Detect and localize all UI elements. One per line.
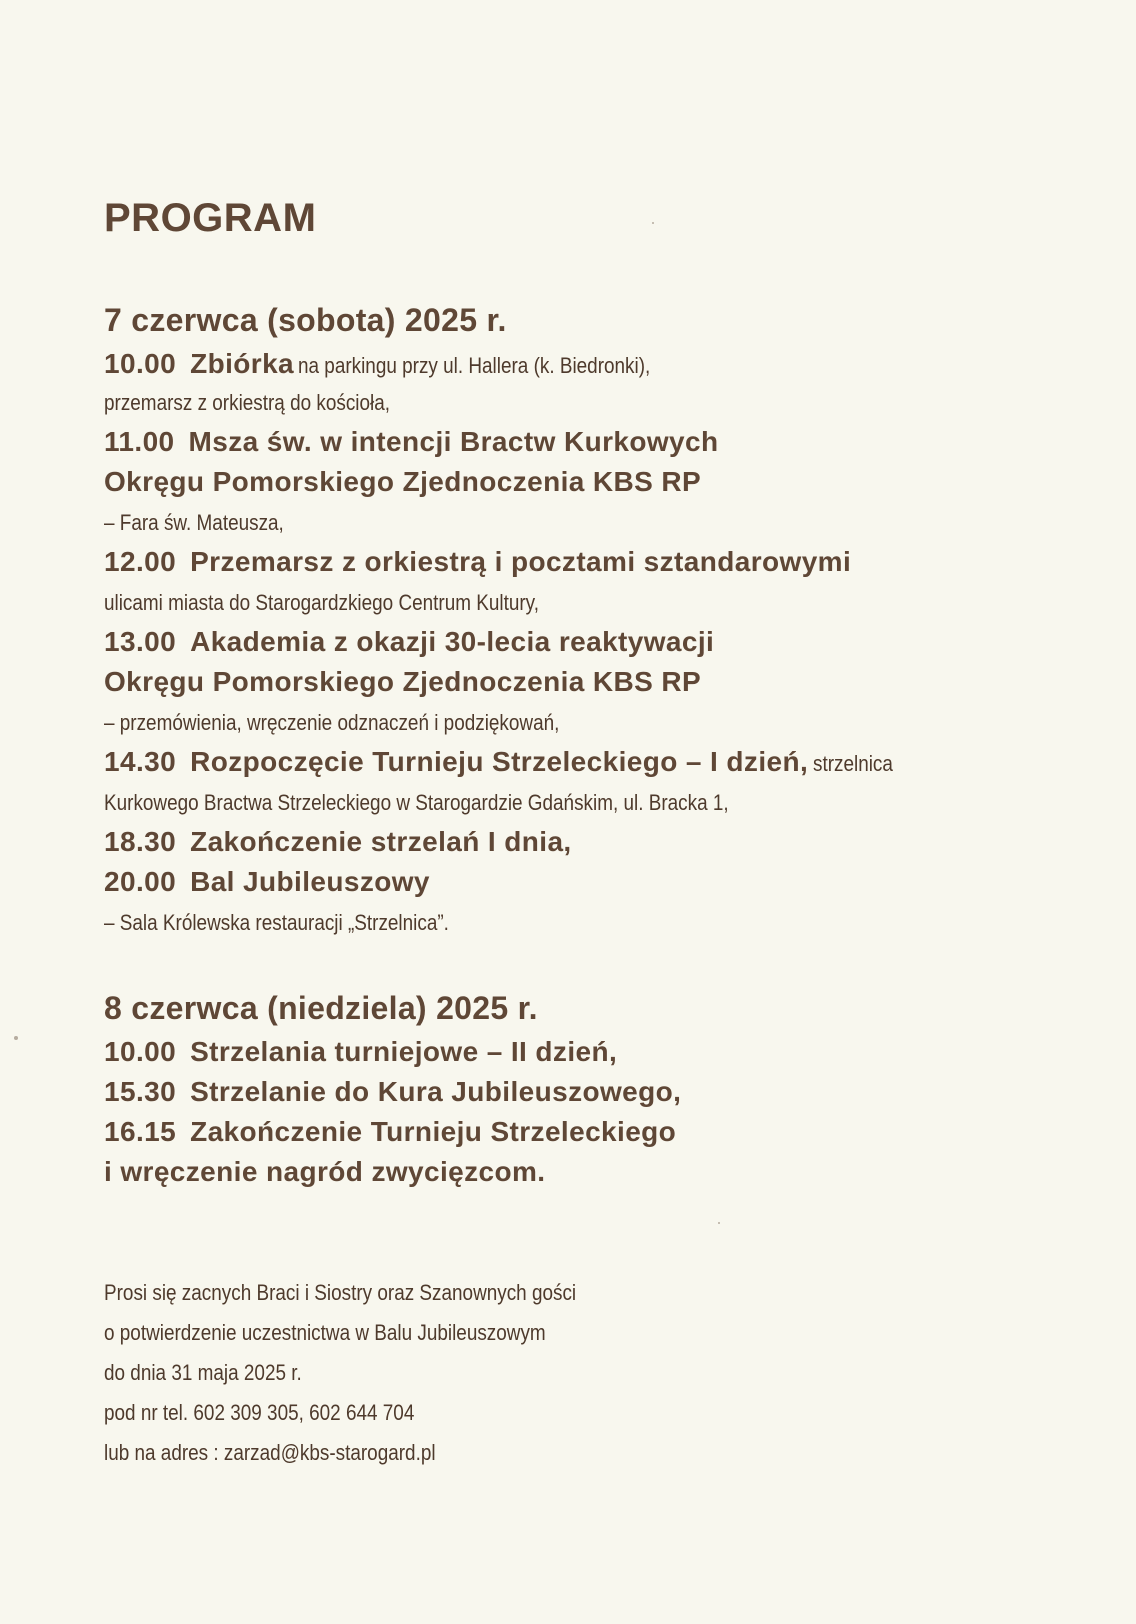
rsvp-email: lub na adres : zarzad@kbs-starogard.pl bbox=[104, 1440, 436, 1465]
day2-item-3 bbox=[104, 1116, 676, 1148]
item-time: 10.00 bbox=[104, 348, 177, 379]
item-title: Strzelania turniejowe – II dzień, bbox=[190, 1036, 618, 1067]
day1-item-1 bbox=[104, 348, 708, 380]
item-title: Rozpoczęcie Turnieju Strzeleckiego – I dzień, bbox=[190, 746, 809, 777]
day2-item-1 bbox=[104, 1036, 617, 1068]
item-time: 20.00 bbox=[104, 866, 177, 897]
day1-item-2 bbox=[104, 426, 718, 458]
page-title: PROGRAM bbox=[104, 196, 317, 240]
item-title: Akademia z okazji 30-lecia reaktywacji bbox=[190, 626, 715, 657]
day1-item-3-detail bbox=[104, 590, 610, 616]
day2-item-3-cont bbox=[104, 1156, 545, 1188]
day1-item-4-cont bbox=[104, 666, 701, 698]
item-title: Bal Jubileuszowy bbox=[190, 866, 430, 897]
item-detail: – Fara św. Mateusza, bbox=[104, 510, 284, 535]
day1-item-4 bbox=[104, 626, 714, 658]
item-time: 18.30 bbox=[104, 826, 177, 857]
item-time: 11.00 bbox=[104, 426, 175, 457]
day1-item-5 bbox=[104, 746, 906, 778]
day2-item-2 bbox=[104, 1076, 681, 1108]
day1-item-5-detail bbox=[104, 790, 830, 816]
item-detail: na parkingu przy ul. Hallera (k. Biedronki), bbox=[298, 353, 651, 378]
item-title: Strzelanie do Kura Jubileuszowego, bbox=[190, 1076, 682, 1107]
day1-item-1-cont bbox=[104, 390, 437, 416]
scan-speck bbox=[14, 1036, 18, 1040]
day1-heading: 7 czerwca (sobota) 2025 r. bbox=[104, 302, 507, 338]
item-time: 16.15 bbox=[104, 1116, 177, 1147]
day1-item-6 bbox=[104, 826, 572, 858]
item-detail: przemarsz z orkiestrą do kościoła, bbox=[104, 390, 391, 415]
item-detail: Kurkowego Bractwa Strzeleckiego w Starogardzie Gdańskim, ul. Bracka 1, bbox=[104, 790, 729, 815]
item-time: 10.00 bbox=[104, 1036, 177, 1067]
item-time: 15.30 bbox=[104, 1076, 177, 1107]
item-detail: – przemówienia, wręczenie odznaczeń i podziękowań, bbox=[104, 710, 560, 735]
item-detail: ulicami miasta do Starogardzkiego Centrum Kultury, bbox=[104, 590, 539, 615]
scan-speck bbox=[652, 222, 654, 224]
item-time: 12.00 bbox=[104, 546, 177, 577]
rsvp-phone: pod nr tel. 602 309 305, 602 644 704 bbox=[104, 1400, 415, 1425]
item-time: 14.30 bbox=[104, 746, 177, 777]
item-time: 13.00 bbox=[104, 626, 177, 657]
day1-item-2-detail bbox=[104, 510, 313, 536]
day1-item-4-detail bbox=[104, 710, 634, 736]
item-detail: – Sala Królewska restauracji „Strzelnica”. bbox=[104, 910, 449, 935]
item-title: Msza św. w intencji Bractw Kurkowych bbox=[188, 426, 719, 457]
day1-item-7-detail bbox=[104, 910, 505, 936]
rsvp-line-1: Prosi się zacnych Braci i Siostry oraz Szanownych gości bbox=[104, 1280, 577, 1305]
item-title: Okręgu Pomorskiego Zjednoczenia KBS RP bbox=[104, 466, 702, 497]
item-title: Zbiórka bbox=[190, 348, 295, 379]
item-title: i wręczenie nagród zwycięzcom. bbox=[104, 1156, 546, 1187]
day1-item-2-cont bbox=[104, 466, 701, 498]
day1-item-7 bbox=[104, 866, 430, 898]
scan-speck bbox=[718, 1222, 720, 1224]
item-title: Zakończenie Turnieju Strzeleckiego bbox=[190, 1116, 677, 1147]
item-detail: strzelnica bbox=[812, 751, 893, 776]
day2-heading: 8 czerwca (niedziela) 2025 r. bbox=[104, 990, 538, 1026]
rsvp-line-2: o potwierdzenie uczestnictwa w Balu Jubileuszowym bbox=[104, 1320, 546, 1345]
item-title: Okręgu Pomorskiego Zjednoczenia KBS RP bbox=[104, 666, 702, 697]
item-title: Zakończenie strzelań I dnia, bbox=[190, 826, 572, 857]
rsvp-line-3: do dnia 31 maja 2025 r. bbox=[104, 1360, 302, 1385]
item-title: Przemarsz z orkiestrą i pocztami sztandarowymi bbox=[190, 546, 852, 577]
day1-item-3 bbox=[104, 546, 851, 578]
